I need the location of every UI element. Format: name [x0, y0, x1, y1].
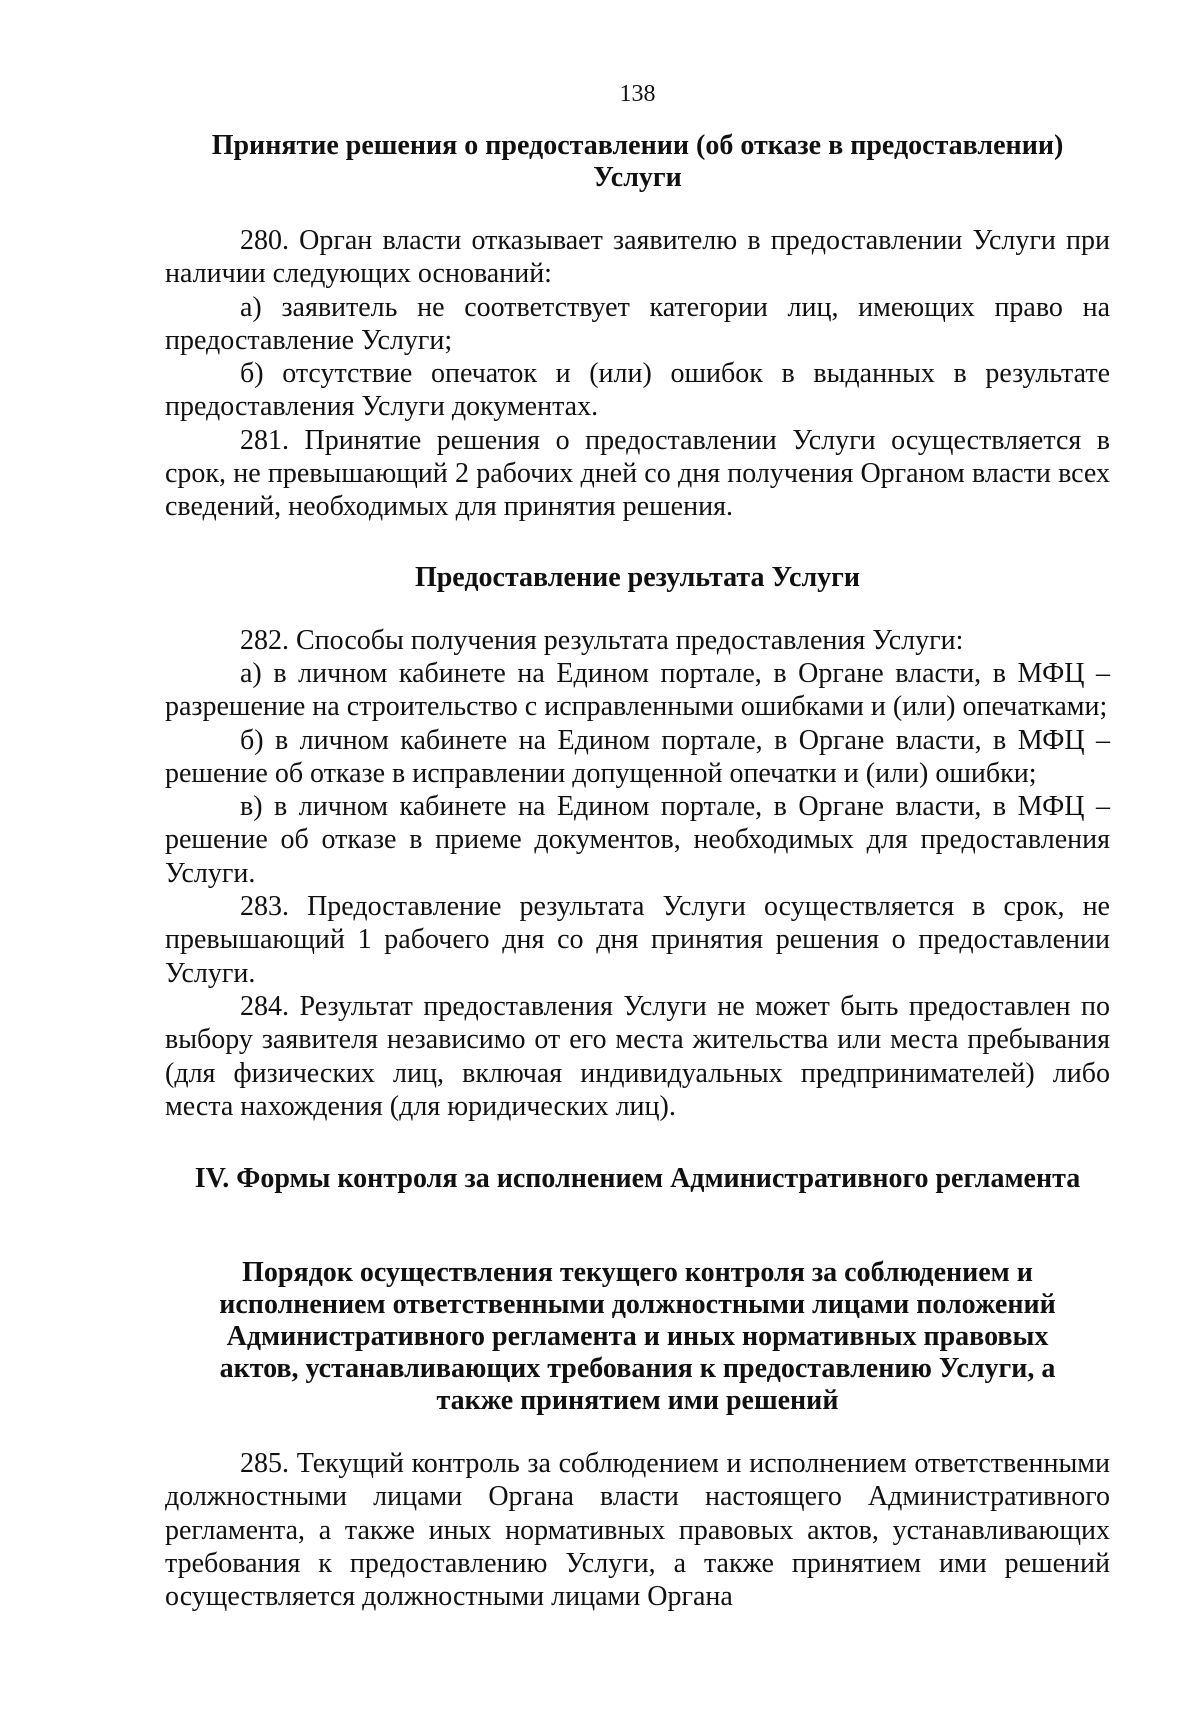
heading-line: Административного регламента и иных нормативных правовых	[226, 1321, 1049, 1353]
paragraph-280: 280. Орган власти отказывает заявителю в предоставлении Услуги при наличии следующих оснований:	[165, 225, 1110, 290]
heading-line: также принятием ими решений	[436, 1385, 839, 1417]
paragraph-280-b: б) отсутствие опечаток и (или) ошибок в выданных в результате предоставления Услуги документах.	[165, 358, 1110, 423]
heading-line: IV. Формы контроля за исполнением Административного регламента	[194, 1163, 1081, 1195]
paragraph-285: 285. Текущий контроль за соблюдением и исполнением ответственными должностными лицами Органа власти настоящего Административного регламента, а также иных нормативных правовых актов, устанавливающих требования к предоставлению Услуги, а также принятием ими решений осуществляется должностными лицами Органа	[165, 1448, 1110, 1613]
paragraph-282-b: б) в личном кабинете на Едином портале, в Органе власти, в МФЦ – решение об отказе в исправлении допущенной опечатки и (или) ошибки;	[165, 724, 1110, 789]
section-heading-decision	[165, 130, 1110, 194]
paragraph-281: 281. Принятие решения о предоставлении Услуги осуществляется в срок, не превышающий 2 рабочих дней со дня получения Органом власти всех сведений, необходимых для принятия решения.	[165, 424, 1110, 523]
section-heading-result	[165, 562, 1110, 594]
section-heading-current-control	[165, 1257, 1110, 1417]
paragraph-282-v: в) в личном кабинете на Едином портале, в Органе власти, в МФЦ – решение об отказе в приеме документов, необходимых для предоставления Услуги.	[165, 791, 1110, 889]
heading-line: исполнением ответственными должностными лицами положений	[219, 1289, 1056, 1321]
paragraph-280-a: а) заявитель не соответствует категории лиц, имеющих право на предоставление Услуги;	[165, 291, 1110, 356]
paragraph-282-a: а) в личном кабинете на Едином портале, в Органе власти, в МФЦ – разрешение на строительство с исправленными ошибками и (или) опечатками;	[165, 657, 1110, 723]
chapter-heading-control	[165, 1163, 1110, 1195]
heading-line: актов, устанавливающих требования к предоставлению Услуги, а	[219, 1353, 1056, 1385]
heading-line: Порядок осуществления текущего контроля за соблюдением и	[242, 1257, 1033, 1289]
heading-line: Услуги	[593, 162, 682, 193]
paragraph-284: 284. Результат предоставления Услуги не может быть предоставлен по выбору заявителя независимо от его места жительства или места пребывания (для физических лиц, включая индивидуальных предпринимателей) либо места нахождения (для юридических лиц).	[165, 990, 1110, 1122]
heading-line: Предоставление результата Услуги	[414, 561, 861, 593]
heading-line: Принятие решения о предоставлении (об отказе в предоставлении)	[211, 130, 1064, 161]
paragraph-282: 282. Способы получения результата предоставления Услуги:	[240, 624, 964, 656]
page-number: 138	[619, 81, 656, 107]
paragraph-283: 283. Предоставление результата Услуги осуществляется в срок, не превышающий 1 рабочего дня со дня принятия решения о предоставлении Услуги.	[165, 891, 1110, 989]
document-page	[165, 80, 1110, 1614]
